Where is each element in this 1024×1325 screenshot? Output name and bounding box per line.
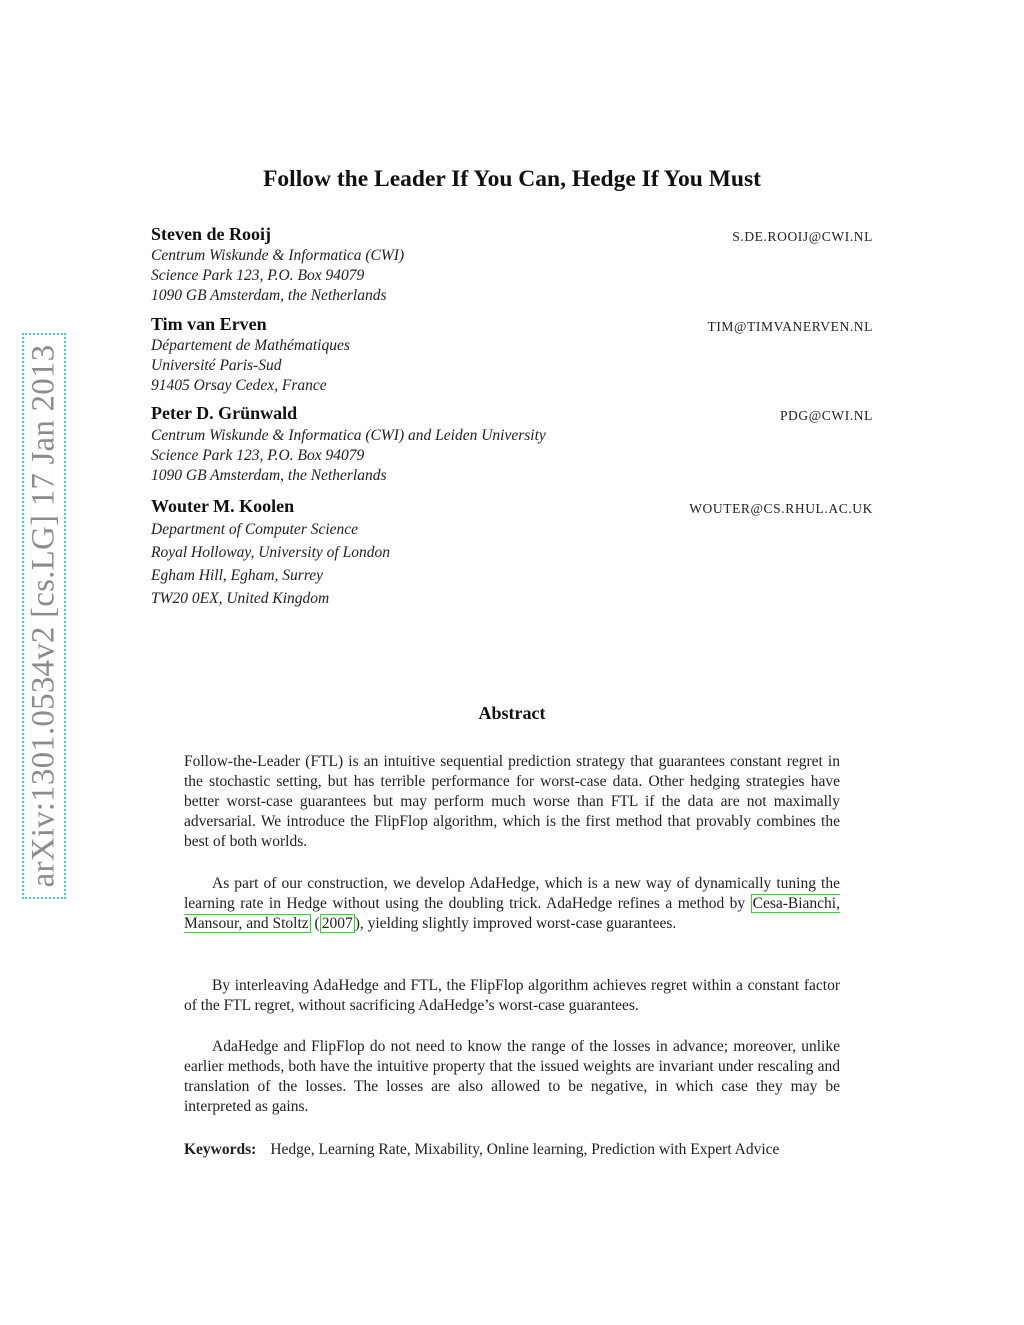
author-name: Peter D. Grünwald — [151, 403, 298, 423]
affiliation-line: Science Park 123, P.O. Box 94079 — [151, 447, 365, 464]
author-name: Tim van Erven — [151, 314, 267, 334]
abstract-paragraph — [184, 874, 840, 934]
author-email[interactable]: WOUTER@CS.RHUL.AC.UK — [689, 501, 873, 516]
affiliation-line: 91405 Orsay Cedex, France — [151, 377, 327, 394]
affiliation-line: Egham Hill, Egham, Surrey — [151, 567, 324, 584]
author-name: Wouter M. Koolen — [151, 496, 295, 516]
affiliation-line: Université Paris-Sud — [151, 357, 282, 374]
author-email[interactable]: TIM@TIMVANERVEN.NL — [707, 319, 873, 334]
keywords-text: Hedge, Learning Rate, Mixability, Online learning, Prediction with Expert Advice — [270, 1141, 780, 1158]
keywords — [184, 1140, 840, 1160]
paragraph-text: ), yielding slightly improved worst-case guarantees. — [354, 915, 677, 932]
affiliation-line: Centrum Wiskunde & Informatica (CWI) — [151, 247, 405, 264]
abstract-paragraph: AdaHedge and FlipFlop do not need to know the range of the losses in advance; moreover, unlike earlier methods, both have the intuitive property that the issued weights are invariant under rescaling and translation of the losses. The losses are also allowed to be negative, in which case they may be interpreted as gains. — [184, 1038, 840, 1115]
abstract-heading: Abstract — [478, 703, 546, 723]
affiliation-line: Département de Mathématiques — [151, 337, 350, 354]
affiliation-line: 1090 GB Amsterdam, the Netherlands — [151, 287, 387, 304]
affiliation-line: TW20 0EX, United Kingdom — [151, 590, 330, 607]
author-email[interactable]: S.DE.ROOIJ@CWI.NL — [732, 229, 873, 244]
author-name: Steven de Rooij — [151, 224, 271, 244]
paragraph-text: As part of our construction, we develop AdaHedge, which is a new way of dynamically tuning the learning rate in Hedge without using the doubling trick. AdaHedge refines a method by — [184, 875, 840, 912]
abstract-paragraph: By interleaving AdaHedge and FTL, the FlipFlop algorithm achieves regret within a constant factor of the FTL regret, without sacrificing AdaHedge’s worst-case guarantees. — [184, 977, 840, 1014]
keywords-label: Keywords: — [184, 1141, 257, 1158]
affiliation-line: Royal Holloway, University of London — [151, 544, 390, 561]
affiliation-line: Centrum Wiskunde & Informatica (CWI) and Leiden University — [151, 427, 546, 444]
affiliation-line: Department of Computer Science — [151, 521, 359, 538]
author-email[interactable]: PDG@CWI.NL — [779, 408, 873, 423]
affiliation-line: 1090 GB Amsterdam, the Netherlands — [151, 467, 387, 484]
abstract-paragraph: Follow-the-Leader (FTL) is an intuitive sequential prediction strategy that guarantees constant regret in the stochastic setting, but has terrible performance for worst-case data. Other hedging strategies have better worst-case guarantees but may perform much worse than FTL if the data are not maximally adversarial. We introduce the FlipFlop algorithm, which is the first method that provably combines the best of both worlds. — [184, 753, 840, 850]
paragraph-text: ( — [310, 915, 320, 932]
citation-year-link[interactable]: 2007 — [321, 915, 353, 932]
citation-authors-link[interactable]: Cesa-Bianchi, Mansour, and Stoltz — [184, 895, 840, 932]
arxiv-stamp[interactable]: arXiv:1301.0534v2 [cs.LG] 17 Jan 2013 — [25, 344, 62, 888]
affiliation-line: Science Park 123, P.O. Box 94079 — [151, 267, 365, 284]
paper-title: Follow the Leader If You Can, Hedge If You Must — [263, 166, 761, 192]
